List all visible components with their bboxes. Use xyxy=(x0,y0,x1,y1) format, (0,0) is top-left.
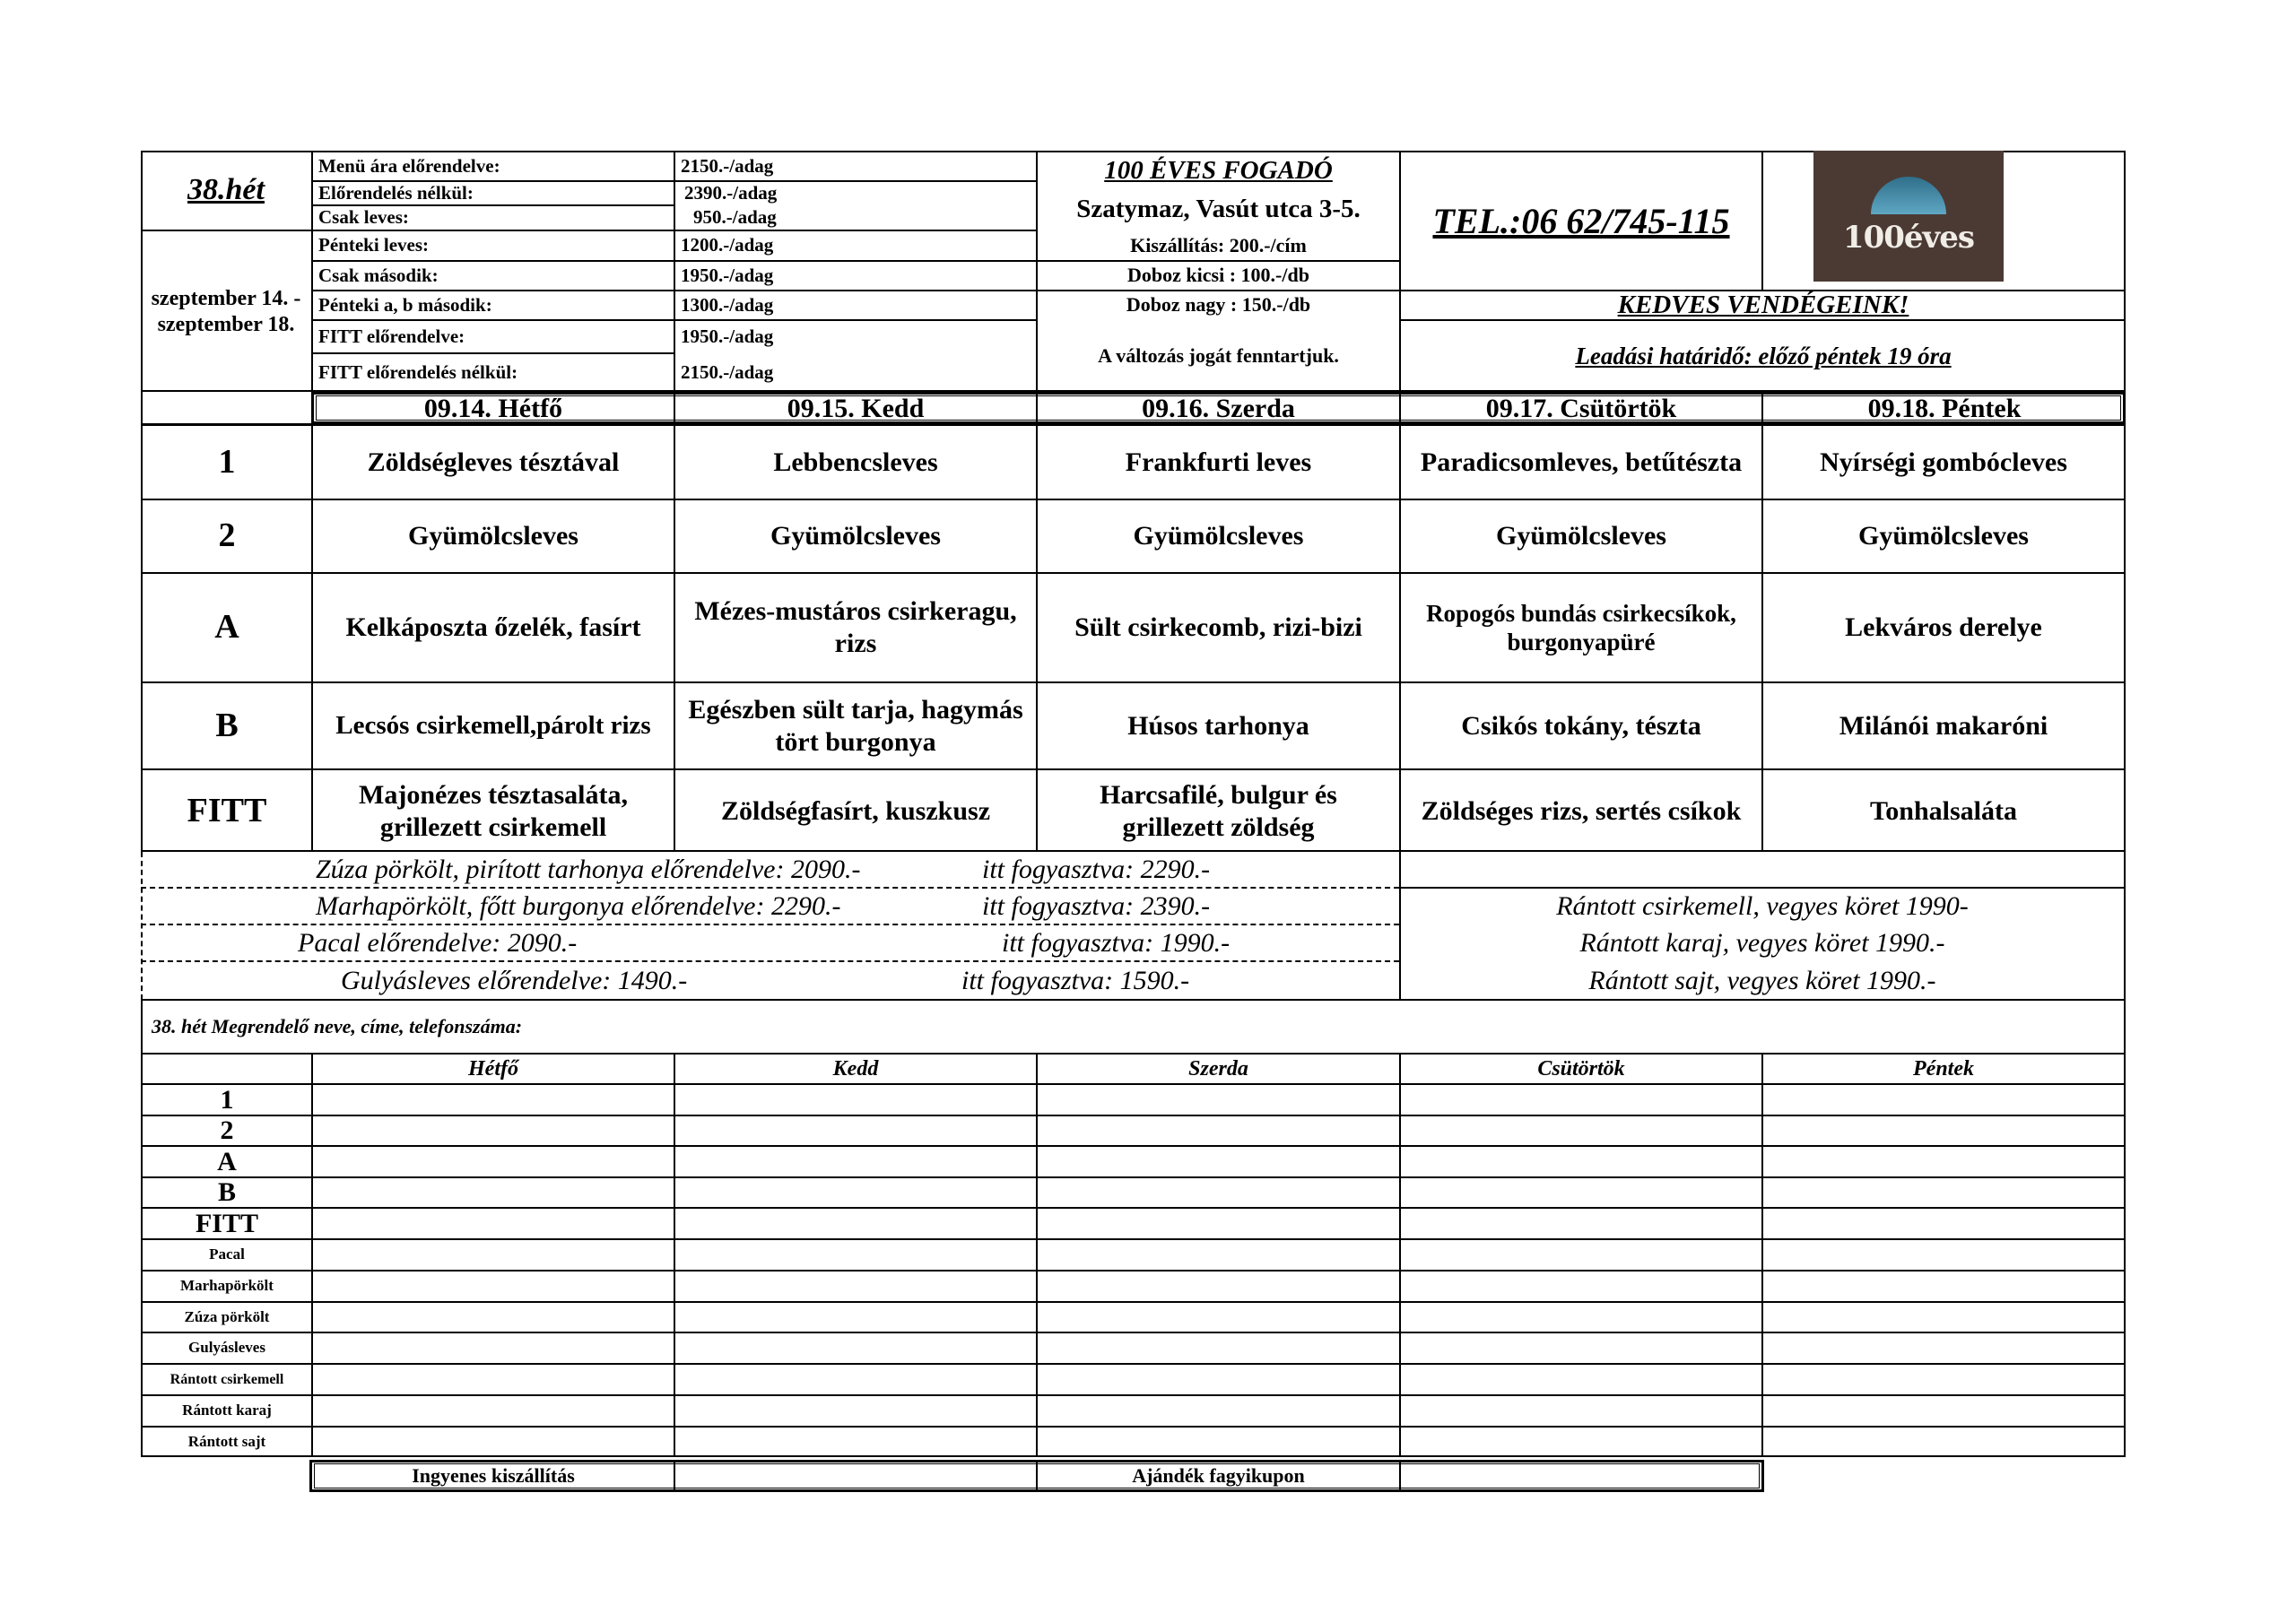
order-day-tuesday: Kedd xyxy=(832,1056,879,1081)
menu-item: Majonézes tésztasaláta, grillezett csirkemell xyxy=(359,779,628,842)
extra-pacal: Pacal előrendelve: 2090.- xyxy=(298,927,578,958)
free-delivery-label: Ingyenes kiszállítás xyxy=(412,1463,575,1487)
menu-item: Sült csirkecomb, rizi-bizi xyxy=(1074,612,1362,642)
menu-item: Egészben sült tarja, hagymás tört burgonya xyxy=(688,694,1023,757)
menu-item: Kelkáposzta őzelék, fasírt xyxy=(345,612,641,642)
change-notice: A változás jogát fenntartjuk. xyxy=(1098,344,1339,368)
menu-item: Tonhalsaláta xyxy=(1870,795,2017,826)
price-value-no-preorder: 2390.-/adag xyxy=(684,181,778,204)
week-label: 38.hét xyxy=(187,172,265,206)
extra-zuza: Zúza pörkölt, pirított tarhonya előrendelve: 2090.- xyxy=(316,854,861,884)
price-value-fitt-no-preorder: 2150.-/adag xyxy=(681,361,774,384)
order-row-label: 2 xyxy=(220,1115,234,1145)
date-range xyxy=(141,231,311,392)
menu-item: Csikós tokány, tészta xyxy=(1461,710,1701,741)
price-label-no-preorder: Előrendelés nélkül: xyxy=(318,181,474,204)
order-row-label: B xyxy=(217,1177,236,1207)
day-header-wednesday: 09.16. Szerda xyxy=(1142,394,1295,423)
price-label-friday-main: Pénteki a, b második: xyxy=(318,293,492,316)
menu-code-fitt: FITT xyxy=(187,791,267,829)
price-value-soup-only: 950.-/adag xyxy=(693,206,777,229)
menu-item: Frankfurti leves xyxy=(1125,447,1312,477)
menu-item: Mézes-mustáros csirkeragu, rizs xyxy=(694,596,1017,658)
menu-item: Gyümölcsleves xyxy=(408,521,578,551)
menu-code-a: A xyxy=(214,608,239,647)
restaurant-address: Szatymaz, Vasút utca 3-5. xyxy=(1076,194,1361,223)
day-header-friday: 09.18. Péntek xyxy=(1867,394,2022,423)
day-header-tuesday: 09.15. Kedd xyxy=(787,394,925,423)
order-row-label: Rántott csirkemell xyxy=(170,1371,284,1387)
price-value-friday-main: 1300.-/adag xyxy=(681,293,774,316)
order-row-label: Marhapörkölt xyxy=(180,1277,274,1295)
date-range-start: szeptember 14. - xyxy=(151,286,301,310)
logo-text: 100éves xyxy=(1842,220,1975,256)
extra-gulyas-dine-in: itt fogyasztva: 1590.- xyxy=(961,965,1190,995)
menu-item: Milánói makaróni xyxy=(1839,710,2048,741)
phone-number: TEL.:06 62/745-115 xyxy=(1432,200,1730,241)
order-row-label: Pacal xyxy=(209,1245,245,1263)
extra-rantott-karaj: Rántott karaj, vegyes köret 1990.- xyxy=(1579,927,1945,958)
price-label-menu: Menü ára előrendelve: xyxy=(318,154,500,177)
menu-item: Lecsós csirkemell,párolt rizs xyxy=(335,711,651,741)
menu-item: Zöldségfasírt, kuszkusz xyxy=(720,795,991,826)
order-row-label: Zúza pörkölt xyxy=(184,1307,270,1325)
free-delivery-value-box[interactable] xyxy=(679,1465,1032,1487)
menu-item: Nyírségi gombócleves xyxy=(1820,447,2067,477)
greeting: KEDVES VENDÉGEINK! xyxy=(1617,291,1909,320)
menu-item: Gyümölcsleves xyxy=(1133,521,1304,551)
menu-item: Ropogós bundás csirkecsíkok, burgonyapüré xyxy=(1426,599,1736,655)
price-value-menu: 2150.-/adag xyxy=(681,154,774,177)
menu-item: Harcsafilé, bulgur és grillezett zöldség xyxy=(1100,779,1337,842)
box-large-fee: Doboz nagy : 150.-/db xyxy=(1126,293,1311,317)
menu-item: Lebbencsleves xyxy=(773,447,938,477)
price-label-fitt-no-preorder: FITT előrendelés nélkül: xyxy=(318,361,518,384)
price-label-fitt: FITT előrendelve: xyxy=(318,325,465,347)
gift-coupon-label: Ajándék fagyikupon xyxy=(1132,1463,1305,1487)
extra-rantott-csirke: Rántott csirkemell, vegyes köret 1990- xyxy=(1556,890,1969,921)
gift-coupon-value-box[interactable] xyxy=(1405,1465,1758,1487)
menu-code-b: B xyxy=(215,706,239,744)
extra-zuza-dine-in: itt fogyasztva: 2290.- xyxy=(982,854,1211,884)
day-header-thursday: 09.17. Csütörtök xyxy=(1485,394,1677,423)
menu-item: Zöldséges rizs, sertés csíkok xyxy=(1421,795,1742,826)
deadline-notice: Leadási határidő: előző péntek 19 óra xyxy=(1575,343,1952,370)
date-range-end: szeptember 18. xyxy=(157,312,295,336)
order-row-label: FITT xyxy=(195,1208,259,1238)
order-day-friday: Péntek xyxy=(1913,1056,1974,1081)
sunrise-icon xyxy=(1871,177,1946,214)
price-value-friday-soup: 1200.-/adag xyxy=(681,234,774,256)
menu-item: Gyümölcsleves xyxy=(770,521,941,551)
price-label-soup-only: Csak leves: xyxy=(318,206,409,229)
menu-item: Lekváros derelye xyxy=(1845,612,2042,642)
extra-marha: Marhapörkölt, főtt burgonya előrendelve: 2290.- xyxy=(316,890,841,921)
order-day-monday: Hétfő xyxy=(468,1056,518,1081)
menu-item: Zöldségleves tésztával xyxy=(367,447,620,477)
menu-item: Paradicsomleves, betűtészta xyxy=(1420,447,1743,477)
order-day-thursday: Csütörtök xyxy=(1537,1056,1625,1081)
extra-gulyas: Gulyásleves előrendelve: 1490.- xyxy=(341,965,688,995)
order-row-label: Rántott karaj xyxy=(182,1402,272,1419)
menu-code-2: 2 xyxy=(218,516,236,555)
price-label-main-only: Csak második: xyxy=(318,264,439,286)
price-label-friday-soup: Pénteki leves: xyxy=(318,234,430,256)
restaurant-logo xyxy=(1813,151,2004,282)
day-header-monday: 09.14. Hétfő xyxy=(423,394,563,423)
order-row-label: Rántott sajt xyxy=(187,1433,266,1451)
order-row-label: 1 xyxy=(220,1084,234,1115)
order-day-wednesday: Szerda xyxy=(1188,1056,1248,1081)
menu-code-1: 1 xyxy=(218,442,236,481)
box-small-fee: Doboz kicsi : 100.-/db xyxy=(1127,264,1309,287)
order-form-title: 38. hét Megrendelő neve, címe, telefonszáma: xyxy=(152,1014,523,1037)
extra-rantott-sajt: Rántott sajt, vegyes köret 1990.- xyxy=(1588,965,1936,995)
restaurant-name: 100 ÉVES FOGADÓ xyxy=(1104,155,1333,185)
delivery-fee: Kiszállítás: 200.-/cím xyxy=(1130,233,1307,256)
price-value-main-only: 1950.-/adag xyxy=(681,264,774,286)
price-value-fitt: 1950.-/adag xyxy=(681,325,774,347)
extra-marha-dine-in: itt fogyasztva: 2390.- xyxy=(982,890,1211,921)
menu-item: Gyümölcsleves xyxy=(1858,521,2029,551)
menu-item: Húsos tarhonya xyxy=(1127,710,1309,741)
menu-item: Gyümölcsleves xyxy=(1496,521,1666,551)
order-row-label: Gulyásleves xyxy=(188,1339,265,1357)
order-row-label: A xyxy=(217,1146,237,1176)
extra-pacal-dine-in: itt fogyasztva: 1990.- xyxy=(1002,927,1231,958)
